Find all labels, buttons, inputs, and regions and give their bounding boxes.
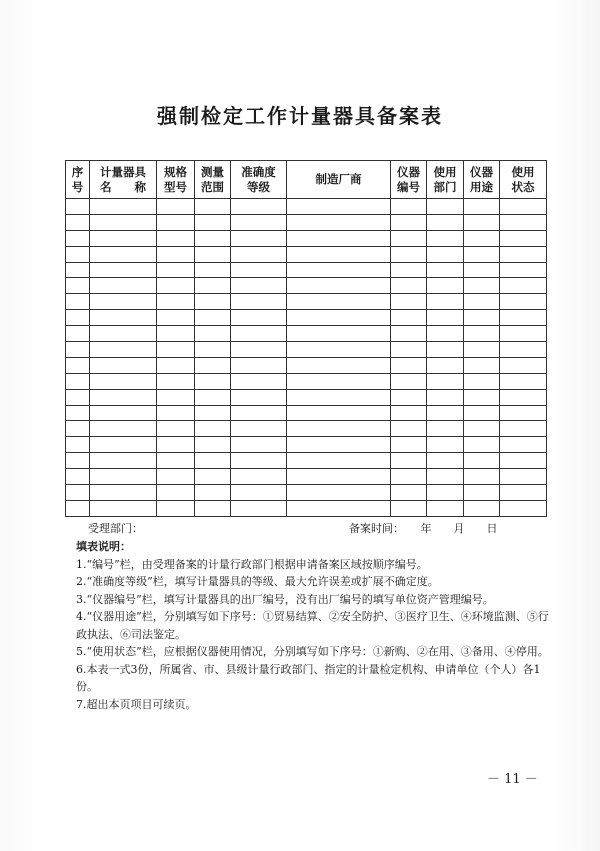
table-cell <box>90 357 157 373</box>
table-cell <box>157 421 195 437</box>
table-cell <box>231 437 287 453</box>
table-cell <box>157 278 195 294</box>
table-row <box>66 342 547 358</box>
table-cell <box>231 453 287 469</box>
table-cell <box>464 389 500 405</box>
table-cell <box>157 485 195 501</box>
table-cell <box>90 469 157 485</box>
table-row <box>66 310 547 326</box>
table-cell <box>464 421 500 437</box>
table-row <box>66 437 547 453</box>
table-cell <box>500 357 547 373</box>
table-cell <box>500 389 547 405</box>
table-cell <box>157 437 195 453</box>
table-cell <box>66 357 90 373</box>
table-row <box>66 500 547 516</box>
table-cell <box>157 310 195 326</box>
table-row <box>66 199 547 215</box>
table-cell <box>500 199 547 215</box>
table-cell <box>195 485 231 501</box>
table-row <box>66 389 547 405</box>
registration-table <box>65 160 547 517</box>
table-cell <box>195 262 231 278</box>
table-cell <box>500 310 547 326</box>
table-cell <box>90 437 157 453</box>
table-row <box>66 357 547 373</box>
table-cell <box>157 405 195 421</box>
table-cell <box>391 310 427 326</box>
table-row <box>66 453 547 469</box>
table-cell <box>427 326 464 342</box>
table-cell <box>90 326 157 342</box>
table-cell <box>66 294 90 310</box>
table-cell <box>195 421 231 437</box>
table-cell <box>157 357 195 373</box>
table-cell <box>231 278 287 294</box>
table-row <box>66 294 547 310</box>
table-cell <box>157 342 195 358</box>
table-cell <box>427 262 464 278</box>
table-cell <box>195 214 231 230</box>
table-cell <box>391 453 427 469</box>
table-cell <box>427 485 464 501</box>
table-cell <box>231 246 287 262</box>
table-cell <box>391 246 427 262</box>
table-cell <box>427 199 464 215</box>
table-cell <box>391 389 427 405</box>
note-item: 3.“仪器编号”栏，填写计量器具的出厂编号，没有出厂编号的填写单位资产管理编号。 <box>76 592 494 606</box>
table-cell <box>500 230 547 246</box>
table-cell <box>231 310 287 326</box>
table-cell <box>195 469 231 485</box>
table-row <box>66 246 547 262</box>
note-item: 5.“使用状态”栏，应根据仪器使用情况，分别填写如下序号：①新购、②在用、③备用、④停用。 <box>76 645 549 658</box>
table-cell <box>427 453 464 469</box>
note-item: 4.“仪器用途”栏，分别填写如下序号：①贸易结算、②安全防护、③医疗卫生、④环境监测、⑤行政执法、⑥司法鉴定。 <box>76 610 549 641</box>
table-cell <box>391 373 427 389</box>
table-cell <box>66 437 90 453</box>
note-item: 6.本表一式3份，所属省、市、县级计量行政部门、指定的计量检定机构、申请单位（个人）各1份。 <box>76 662 541 693</box>
table-row <box>66 373 547 389</box>
table-cell <box>287 310 391 326</box>
table-cell <box>66 405 90 421</box>
table-cell <box>500 437 547 453</box>
table-cell <box>427 294 464 310</box>
dept-label: 受理部门： <box>88 522 143 535</box>
table-cell <box>90 373 157 389</box>
table-cell <box>195 199 231 215</box>
table-cell <box>195 389 231 405</box>
date-label: 备案时间： 年 月 日 <box>349 522 498 535</box>
table-cell <box>90 342 157 358</box>
notes-section <box>76 538 556 713</box>
table-cell <box>464 246 500 262</box>
table-cell <box>287 405 391 421</box>
table-cell <box>287 199 391 215</box>
table-cell <box>157 389 195 405</box>
table-cell <box>427 405 464 421</box>
table-cell <box>391 485 427 501</box>
table-cell <box>231 389 287 405</box>
header-purpose: 仪器 用途 <box>464 161 500 199</box>
table-cell <box>287 453 391 469</box>
table-cell <box>391 278 427 294</box>
note-item: 1.“编号”栏，由受理备案的计量行政部门根据申请备案区域按顺序编号。 <box>76 557 428 571</box>
table-cell <box>157 453 195 469</box>
table-cell <box>287 294 391 310</box>
table-cell <box>500 469 547 485</box>
table-cell <box>391 437 427 453</box>
table-cell <box>427 310 464 326</box>
table-cell <box>500 262 547 278</box>
table-cell <box>464 310 500 326</box>
table-cell <box>90 500 157 516</box>
table-cell <box>90 310 157 326</box>
table-cell <box>231 469 287 485</box>
table-cell <box>195 342 231 358</box>
table-cell <box>90 294 157 310</box>
table-cell <box>287 437 391 453</box>
table-cell <box>66 469 90 485</box>
table-cell <box>464 357 500 373</box>
table-cell <box>427 500 464 516</box>
header-status: 使用 状态 <box>500 161 547 199</box>
table-row <box>66 230 547 246</box>
table-cell <box>427 437 464 453</box>
table-cell <box>66 421 90 437</box>
table-cell <box>66 389 90 405</box>
table-cell <box>500 278 547 294</box>
table-cell <box>66 310 90 326</box>
table-cell <box>500 453 547 469</box>
table-cell <box>500 500 547 516</box>
table-cell <box>391 214 427 230</box>
table-cell <box>391 469 427 485</box>
table-cell <box>66 262 90 278</box>
table-cell <box>500 214 547 230</box>
table-cell <box>287 357 391 373</box>
table-cell <box>66 199 90 215</box>
table-cell <box>231 326 287 342</box>
header-accuracy: 准确度 等级 <box>231 161 287 199</box>
table-cell <box>464 294 500 310</box>
table-cell <box>157 500 195 516</box>
table-cell <box>90 214 157 230</box>
table-cell <box>427 246 464 262</box>
table-cell <box>391 500 427 516</box>
table-cell <box>157 373 195 389</box>
table-cell <box>287 230 391 246</box>
table-cell <box>464 500 500 516</box>
header-range: 测量 范围 <box>195 161 231 199</box>
table-cell <box>427 342 464 358</box>
table-cell <box>157 230 195 246</box>
table-cell <box>287 214 391 230</box>
table-cell <box>427 373 464 389</box>
table-cell <box>391 199 427 215</box>
table-cell <box>464 230 500 246</box>
table-cell <box>90 421 157 437</box>
table-cell <box>90 262 157 278</box>
table-cell <box>231 342 287 358</box>
table-body <box>66 199 547 517</box>
table-cell <box>287 389 391 405</box>
table-cell <box>500 373 547 389</box>
table-cell <box>391 326 427 342</box>
table-cell <box>231 230 287 246</box>
table-cell <box>90 405 157 421</box>
table-row <box>66 485 547 501</box>
table-cell <box>90 246 157 262</box>
table-cell <box>391 405 427 421</box>
table-cell <box>195 373 231 389</box>
header-instrument-number: 仪器 编号 <box>391 161 427 199</box>
table-cell <box>287 373 391 389</box>
table-row <box>66 214 547 230</box>
table-cell <box>231 500 287 516</box>
table-cell <box>500 421 547 437</box>
table-cell <box>427 421 464 437</box>
table-cell <box>195 326 231 342</box>
table-cell <box>464 405 500 421</box>
table-cell <box>90 278 157 294</box>
table-cell <box>90 230 157 246</box>
table-cell <box>157 262 195 278</box>
table-cell <box>287 278 391 294</box>
table-cell <box>500 294 547 310</box>
table-cell <box>500 246 547 262</box>
table-cell <box>90 453 157 469</box>
table-cell <box>157 294 195 310</box>
table-cell <box>287 500 391 516</box>
table-row <box>66 405 547 421</box>
note-item: 7.超出本页项目可续页。 <box>76 697 197 711</box>
table-cell <box>90 199 157 215</box>
table-cell <box>500 342 547 358</box>
header-manufacturer: 制造厂商 <box>287 161 391 199</box>
table-row <box>66 469 547 485</box>
table-cell <box>231 214 287 230</box>
table-cell <box>464 437 500 453</box>
table-cell <box>157 326 195 342</box>
table-cell <box>66 500 90 516</box>
table-cell <box>157 199 195 215</box>
table-cell <box>464 373 500 389</box>
table-cell <box>287 421 391 437</box>
table-cell <box>287 469 391 485</box>
table-cell <box>66 278 90 294</box>
table-cell <box>231 373 287 389</box>
table-cell <box>195 500 231 516</box>
table-cell <box>391 230 427 246</box>
table-cell <box>464 326 500 342</box>
table-cell <box>157 246 195 262</box>
table-cell <box>391 421 427 437</box>
table-cell <box>464 485 500 501</box>
table-cell <box>464 278 500 294</box>
table-cell <box>66 230 90 246</box>
table-row <box>66 421 547 437</box>
header-serial: 序 号 <box>66 161 90 199</box>
table-cell <box>231 485 287 501</box>
table-cell <box>231 421 287 437</box>
table-cell <box>464 199 500 215</box>
table-header-row <box>66 161 547 199</box>
notes-heading: 填表说明： <box>76 540 131 553</box>
table-cell <box>427 278 464 294</box>
table-cell <box>287 326 391 342</box>
table-cell <box>231 357 287 373</box>
table-cell <box>287 262 391 278</box>
page-number: － 11 － <box>487 772 538 787</box>
table-cell <box>195 405 231 421</box>
table-cell <box>391 357 427 373</box>
table-cell <box>464 342 500 358</box>
header-instrument-name: 计量器具 名 称 <box>90 161 157 199</box>
table-cell <box>195 294 231 310</box>
table-row <box>66 278 547 294</box>
table-cell <box>195 453 231 469</box>
table-cell <box>427 214 464 230</box>
table-cell <box>231 405 287 421</box>
table-cell <box>231 262 287 278</box>
header-user-dept: 使用 部门 <box>427 161 464 199</box>
table-cell <box>464 214 500 230</box>
table-cell <box>427 230 464 246</box>
table-cell <box>157 469 195 485</box>
table-cell <box>66 373 90 389</box>
table-cell <box>500 326 547 342</box>
table-cell <box>195 246 231 262</box>
table-cell <box>66 485 90 501</box>
table-cell <box>464 469 500 485</box>
table-cell <box>195 437 231 453</box>
table-cell <box>195 230 231 246</box>
table-cell <box>391 262 427 278</box>
table-cell <box>157 214 195 230</box>
table-cell <box>427 357 464 373</box>
table-cell <box>195 310 231 326</box>
table-cell <box>500 405 547 421</box>
table-cell <box>287 246 391 262</box>
table-cell <box>66 326 90 342</box>
table-cell <box>427 389 464 405</box>
table-cell <box>66 214 90 230</box>
table-cell <box>66 342 90 358</box>
note-item: 2.“准确度等级”栏，填写计量器具的等级、最大允许误差或扩展不确定度。 <box>76 575 439 588</box>
table-cell <box>391 342 427 358</box>
table-cell <box>464 262 500 278</box>
table-cell <box>391 294 427 310</box>
table-cell <box>231 294 287 310</box>
header-model: 规格 型号 <box>157 161 195 199</box>
table-cell <box>287 485 391 501</box>
table-cell <box>195 357 231 373</box>
table-cell <box>195 278 231 294</box>
table-cell <box>90 485 157 501</box>
table-cell <box>500 485 547 501</box>
table-cell <box>66 246 90 262</box>
table-row <box>66 326 547 342</box>
table-cell <box>90 389 157 405</box>
table-cell <box>231 199 287 215</box>
table-row <box>66 262 547 278</box>
table-cell <box>287 342 391 358</box>
table-cell <box>66 453 90 469</box>
table-cell <box>464 453 500 469</box>
table-cell <box>427 469 464 485</box>
document-title: 强制检定工作计量器具备案表 <box>157 104 443 128</box>
